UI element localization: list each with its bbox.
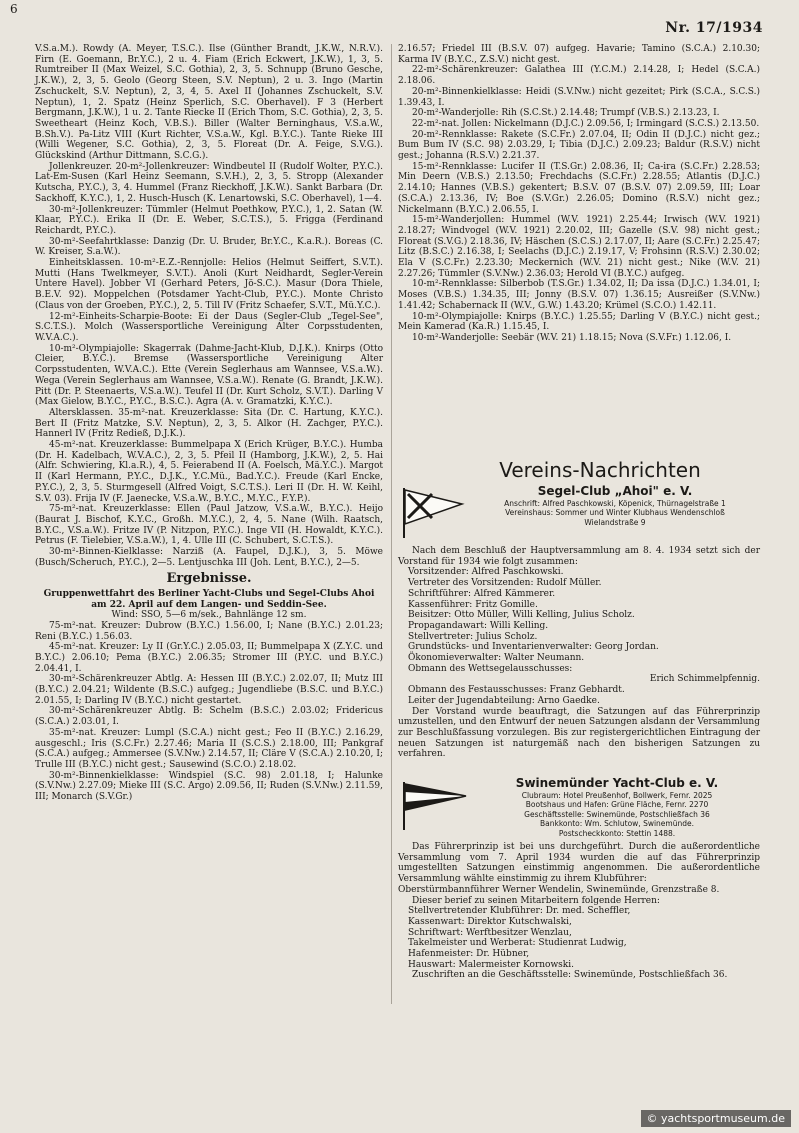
ahoi-line: Ökonomieverwalter: Walter Neumann. bbox=[408, 653, 585, 664]
swine-office: Geschäftsstelle: Swinemünde, Postschließfach 36 bbox=[524, 809, 710, 819]
swine-text: Zuschriften an die Geschäftsstelle: Swinemünde, Postschließfach 36. bbox=[412, 970, 728, 981]
ahoi-club-header bbox=[470, 486, 760, 527]
text-paragraph: 15-m²-Rennklasse: Lucifer II (T.S.Gr.) 2.08.36, II; Ca-ira (S.C.Fr.) 2.28.53; Min Deern (V.B.S.) 2.13.50; Frechdachs (S.C.Fr.) 2.28.55; Atlantis (D.J.C.) 2.14.10; Hannes (V.B.S.) gekentert; B.S.V. 07 (B.S.V. 07) 2.09.59, III; Loar (S.C.A.) 2.13.36, IV; Boe (S.V.Gr.) 2.26.05; Domino (R.S.V.) nicht gez.; Nickelmann (B.Y.C.) 2.06.55, I. bbox=[398, 161, 760, 215]
ahoi-address: Anschrift: Alfred Paschkowski, Köpenick, Thürnagelstraße 1 bbox=[504, 498, 726, 508]
ahoi-line: Beisitzer: Otto Müller, Willi Kelling, Julius Scholz. bbox=[408, 610, 635, 621]
text-paragraph: 30-m²-Binnen-Kielklasse: Narziß (A. Faupel, D.J.K.), 3, 5. Möwe (Busch/Scheruch, P.Y.C.), 2—5. Lentjuschka III (Joh. Lent, B.Y.C.), 2—5. bbox=[35, 547, 383, 568]
ahoi-intro: Nach dem Beschluß der Hauptversammlung am 8. 4. 1934 setzt sich der Vorstand für 1934 wie folgt zusammen: bbox=[398, 546, 760, 567]
page-number: 6 bbox=[10, 2, 18, 16]
text-paragraph: 10-m²-Olympiajolle: Knirps (B.Y.C.) 1.25.55; Darling V (B.Y.C.) nicht gest.; Mein Kamerad (Ka.R.) 1.15.45, I. bbox=[398, 311, 760, 333]
swine-bank: Bankkonto: Wm. Schlutow, Swinemünde. bbox=[539, 819, 694, 829]
result-paragraph: 30-m²-Binnenkielklasse: Windspiel (S.C. 98) 2.01.18, I; Halunke (S.V.Nw.) 2.27.09; Mieke III (S.C. Argo) 2.09.56, II; Ruden (S.V.Nw.) 2.11.59, III; Monarch (S.V.Gr.) bbox=[35, 770, 383, 803]
result-paragraph: 75-m²-nat. Kreuzer: Dubrow (B.Y.C.) 1.56.00, I; Nane (B.Y.C.) 2.01.23; Reni (B.Y.C.) 1.56.03. bbox=[35, 620, 383, 642]
swine-line: Stellvertretender Klubführer: Dr. med. Scheffler, bbox=[408, 906, 631, 917]
swine-text: Oberstürmbannführer Werner Wendelin, Swinemünde, Grenzstraße 8. bbox=[398, 884, 720, 895]
swine-clubroom: Clubraum: Hotel Preußenhof, Bollwerk, Fernr. 2025 bbox=[521, 790, 713, 800]
text-paragraph: 10-m²-Wanderjolle: Seebär (W.V. 21) 1.18.15; Nova (S.V.Fr.) 1.12.06, I. bbox=[412, 332, 732, 343]
results-wind: Wind: SSO, 5—6 m/sek., Bahnlänge 12 sm. bbox=[111, 610, 307, 621]
swine-boathouse: Bootshaus und Hafen: Grüne Fläche, Fernr. 2270 bbox=[525, 800, 709, 810]
ahoi-line: Grundstücks- und Inventarienverwalter: Georg Jordan. bbox=[408, 642, 659, 653]
ahoi-line: Vertreter des Vorsitzenden: Rudolf Müller. bbox=[408, 578, 602, 589]
text-paragraph: 2.16.57; Friedel III (B.S.V. 07) aufgeg. Havarie; Tamino (S.C.A.) 2.10.30; Karma IV (B.Y.C., Z.S.V.) nicht gest. bbox=[398, 44, 760, 65]
ahoi-line: Schriftführer: Alfred Kämmerer. bbox=[408, 588, 556, 599]
swine-text: Dieser berief zu seinen Mitarbeitern folgende Herren: bbox=[412, 895, 660, 906]
text-paragraph: Einheitsklassen. 10-m²-E.Z.-Rennjolle: Helios (Helmut Seiffert, S.V.T.). Mutti (Hans Twelkmeyer, S.V.T.). Anoli (Kurt Neidhardt, Segler-Verein Untere Havel). Jobber VI (Gerhard Peters, Jö-S.C.). Masur (Dora Thiele, B.E.V. 92). Moppelchen (Potsdamer Yacht-Club, P.Y.C.). Monte Christo (Claus von der Groeben, P.Y.C.), 2, 5. Till IV (Fritz Schaefer, S.V.T., Mü.Y.C.). bbox=[35, 258, 383, 311]
ahoi-clubhouse: Vereinshaus: Sommer und Winter Klubhaus Wendenschloß bbox=[505, 508, 725, 518]
swinemuende-flag-icon bbox=[400, 780, 470, 830]
left-column bbox=[35, 44, 383, 803]
swine-line: Hafenmeister: Dr. Hübner, bbox=[408, 949, 530, 960]
text-paragraph: 10-m²-Rennklasse: Silberbob (T.S.Gr.) 1.34.02, II; Da issa (D.J.C.) 1.34.01, I; Moses (V.B.S.) 1.34.35, III; Jonny (B.S.V. 07) 1.36.15; Ausreißer (S.V.Nw.) 1.41.42; Schabernack II (W.V., G.W.) 1.43.20; Krümel (S.C.O.) 1.42.11. bbox=[398, 279, 760, 311]
text-paragraph: V.S.a.M.). Rowdy (A. Meyer, T.S.C.). Ilse (Günther Brandt, J.K.W., N.R.V.). Firn (E. Goemann, Br.Y.C.), 2 u. 4. Fiam (Erich Eckwert, J.K.W.), 1, 3, 5. Rumtreiber II (Max Weizel, S.C. Gothia), 2, 3, 5. Schnupp (Bruno Gesche, J.K.W.), 2, 3, 5. Geolo (Georg Steen, S.V. Neptun), 2 u. 3. Ingo (Martin Zschuckelt, S.V. Neptun), 2, 3, 4, 5. Axel II (Johannes Zschuckelt, S.V. Neptun), 1, 2. Spatz (Heinz Sperlich, S.C. Oberhavel). F 3 (Herbert Bergmann, J.K.W.), 1 u. 2. Tante Riecke II (Erich Thom, S.C. Gothia), 2, 3, 5. Sweetheart (Heinz Koch, V.B.S.). Biller (Walter Berninghaus, V.S.a.W., B.Sh.V.). Pa-Litz VIII (Kurt Richter, V.S.a.W., Kgl. B.Y.C.). Tante Rieke III (Willi Wegener, S.C. Gothia), 2, 3, 5. Floreat (Dr. A. Feige, S.V.G.). Glückskind (Arthur Dittmann, S.C.G.). bbox=[35, 44, 383, 162]
ahoi-street: Wielandstraße 9 bbox=[584, 517, 646, 527]
ahoi-line: Obmann des Festausschusses: Franz Gebhardt. bbox=[408, 685, 625, 696]
swine-club-body bbox=[398, 842, 760, 981]
result-paragraph: 45-m²-nat. Kreuzer: Ly II (Gr.Y.C.) 2.05.03, II; Bummelpapa X (Z.Y.C. und B.Y.C.) 2.06.10; Pema (B.Y.C.) 2.06.35; Stromer III (P.Y.C. und B.Y.C.) 2.04.41, I. bbox=[35, 642, 383, 674]
column-divider bbox=[391, 44, 392, 1004]
text-paragraph: 22-m²-nat. Jollen: Nickelmann (D.J.C.) 2.09.56, I; Irmingard (S.C.S.) 2.13.50. bbox=[412, 118, 760, 129]
text-paragraph: 30-m²-Jollenkreuzer: Tümmler (Helmut Poethkow, P.Y.C.), 1, 2. Satan (W. Klaar, P.Y.C.). Erika II (Dr. E. Weber, S.C.T.S.), 5. Frigga (Ferdinand Reichardt, P.Y.C.). bbox=[35, 204, 383, 236]
swine-club-name: Swinemünder Yacht-Club e. V. bbox=[515, 776, 719, 790]
vereins-nachrichten-title: Vereins-Nachrichten bbox=[499, 458, 701, 482]
results-heading: Ergebnisse. bbox=[166, 571, 252, 587]
swine-line: Kassenwart: Direktor Kutschwalski, bbox=[408, 916, 572, 927]
ahoi-closing: Der Vorstand wurde beauftragt, die Satzungen auf das Führerprinzip umzustellen, und den Entwurf der neuen Satzungen alsdann der Versammlung zur Beschlußfassung vorzulegen. Bis zur registergerichtlichen Eintragung der neuen Satzungen ist naturgemäß nach den bisherigen Satzungen zu verfahren. bbox=[398, 706, 760, 760]
swine-line: Schriftwart: Werftbesitzer Wenzlau, bbox=[408, 927, 572, 938]
result-paragraph: 30-m²-Schärenkreuzer Abtlg. B: Schelm (B.S.C.) 2.03.02; Fridericus (S.C.A.) 2.03.01, I. bbox=[35, 706, 383, 728]
text-paragraph: 45-m²-nat. Kreuzerklasse: Bummelpapa X (Erich Krüger, B.Y.C.). Humba (Dr. H. Kadelbach, W.V.A.C.), 2, 3, 5. Pfeil II (Hamborg, J.K.W.), 2, 5. Hai (Alfr. Schwiering, Kl.a.R.), 4, 5. Feierabend II (A. Foelsch, Mä.Y.C.). Margot II (Karl Hermann, P.Y.C., D.J.K., Y.C.Mü., Bad.Y.C.). Freude (Karl Encke, P.Y.C.), 2, 3, 5. Sturmgesell (Alfred Voigt, S.C.T.S.). Leri II (Dr. H. W. Keihl, S.V. 03). Frija IV (F. Jaenecke, V.S.a.W., B.Y.C., M.Y.C., F.Y.P.). bbox=[35, 440, 383, 504]
swine-line: Hauswart: Malermeister Kornowski. bbox=[408, 959, 574, 970]
result-paragraph: 35-m²-nat. Kreuzer: Lumpl (S.C.A.) nicht gest.; Feo II (B.Y.C.) 2.16.29, ausgeschl.; Iris (S.C.Fr.) 2.27.46; Maria II (S.C.S.) 2.18.00, III; Pankgraf (S.C.A.) aufgeg.; Ammersee (S.V.Nw.) 2.14.57, II; Cläre V (S.C.A.) 2.10.20, I; Trulle III (B.Y.C.) nicht gest.; Sausewind (S.C.O.) 2.18.02. bbox=[35, 727, 383, 770]
text-paragraph: 20-m²-Rennklasse: Rakete (S.C.Fr.) 2.07.04, II; Odin II (D.J.C.) nicht gez.; Bum Bum IV (S.C. 98) 2.03.29, I; Tibia (D.J.C.) 2.09.23; Baldur (R.S.V.) nicht gest.; Johanna (R.S.V.) 2.21.37. bbox=[398, 129, 760, 162]
text-paragraph: 20-m²-Binnenkielklasse: Heidi (S.V.Nw.) nicht gezeitet; Pirk (S.C.A., S.C.S.) 1.39.43, I. bbox=[398, 86, 760, 108]
text-paragraph: 15-m²-Wanderjollen: Hummel (W.V. 1921) 2.25.44; Irwisch (W.V. 1921) 2.18.27; Windvogel (W.V. 1921) 2.20.02, III; Gazelle (S.V. 98) nicht gest.; Floreat (S.V.G.) 2.18.36, IV; Häschen (S.C.S.) 2.17.07, II; Aare (S.C.Fr.) 2.25.47; Litz (B.S.C.) 2.16.38, I; Seelachs (D.J.C.) 2.19.17, V; Frohsinn (R.S.V.) 2.30.02; Ela V (S.C.Fr.) 2.23.30; Meckernich (W.V. 21) nicht gest.; Nike (W.V. 21) 2.27.26; Tümmler (S.V.Nw.) 2.36.03; Herold VI (B.Y.C.) aufgeg. bbox=[398, 215, 760, 279]
ahoi-flag-icon bbox=[400, 486, 466, 538]
ahoi-line: Kassenführer: Fritz Gomille. bbox=[408, 599, 538, 610]
ahoi-line: Obmann des Wettsegelausschusses: bbox=[408, 663, 573, 674]
text-paragraph: 30-m²-Seefahrtklasse: Danzig (Dr. U. Bruder, Br.Y.C., K.a.R.). Boreas (C. W. Kreiser, S.a.W.). bbox=[35, 236, 383, 258]
text-paragraph: 10-m²-Olympiajolle: Skagerrak (Dahme-Jacht-Klub, D.J.K.). Knirps (Otto Cleier, B.Y.C.). Bremse (Wassersportliche Vereinigung Alter Corpsstudenten, W.V.A.C.). Ette (Verein Seglerhaus am Wannsee, V.S.a.W.). Wega (Verein Seglerhaus am Wannsee, V.S.a.W.). Renate (G. Brandt, J.K.W.). Pitt (Dr. P. Steenaerts, V.S.a.W.). Teufel II (Dr. Kurt Scholz, S.V.T.). Darling V (Max Gielow, B.Y.C., P.Y.C., B.S.C.). Agra (A. v. Gramatzki, K.Y.C.). bbox=[35, 343, 383, 408]
issue-number: Nr. 17/1934 bbox=[665, 20, 763, 36]
text-paragraph: 75-m²-nat. Kreuzerklasse: Ellen (Paul Jatzow, V.S.a.W., B.Y.C.). Heijo (Baurat J. Bischof, K.Y.C., Großh. M.Y.C.), 2, 4, 5. Nane (Wilh. Raatsch, B.Y.C., V.S.a.W.). Fritze IV (P. Nitzpon, P.Y.C.). Inge VII (H. Howaldt, K.Y.C.). Petrus (F. Tielebier, V.S.a.W.), 1, 4. Ulle III (C. Schubert, S.C.T.S.). bbox=[35, 504, 383, 547]
swine-club-header bbox=[474, 778, 760, 838]
text-paragraph: Altersklassen. 35-m²-nat. Kreuzerklasse: Sita (Dr. C. Hartung, K.Y.C.). Bert II (Fritz Matzke, S.V. Neptun), 2, 3, 5. Alkor (H. Zachger, P.Y.C.). Hannerl IV (Fritz Redieß, D.J.K.). bbox=[35, 407, 383, 440]
text-paragraph: 22-m²-Schärenkreuzer: Galathea III (Y.C.M.) 2.14.28, I; Hedel (S.C.A.) 2.18.06. bbox=[398, 65, 760, 87]
text-paragraph: 20-m²-Wanderjolle: Rih (S.C.St.) 2.14.48; Trumpf (V.B.S.) 2.13.23, I. bbox=[412, 108, 720, 119]
ahoi-club-body bbox=[398, 546, 760, 760]
results-subheading: Gruppenwettfahrt des Berliner Yacht-Clubs und Segel-Clubs Ahoi am 22. April auf dem Langen- und Seddin-See. bbox=[43, 589, 375, 610]
swine-line: Takelmeister und Werberat: Studienrat Ludwig, bbox=[408, 938, 627, 949]
swine-text: Das Führerprinzip ist bei uns durchgeführt. Durch die außerordentliche Versammlung vom 7. April 1934 wurden die auf das Führerprinzip umgestellten Satzungen einstimmig angenommen. Die außerordentliche Versammlung wählte einstimmig zu ihrem Klubführer: bbox=[398, 842, 760, 885]
result-paragraph: 30-m²-Schärenkreuzer Abtlg. A: Hessen III (B.Y.C.) 2.02.07, II; Mutz III (B.Y.C.) 2.04.21; Wildente (B.S.C.) aufgeg.; Jugendliebe (B.S.C. und B.Y.C.) 2.01.55, I; Darling IV (B.Y.C.) nicht gestartet. bbox=[35, 674, 383, 706]
watermark: © yachtsportmuseum.de bbox=[641, 1110, 791, 1127]
swine-postal: Postscheckkonto: Stettin 1488. bbox=[558, 828, 676, 838]
right-column bbox=[398, 44, 760, 344]
ahoi-line: Erich Schimmelpfennig. bbox=[649, 674, 760, 685]
text-paragraph: 12-m²-Einheits-Scharpie-Boote: Ei der Daus (Segler-Club „Tegel-See", S.C.T.S.). Molch (Wassersportliche Vereinigung Alter Corpsstudenten, W.V.A.C.). bbox=[35, 311, 383, 343]
ahoi-line: Leiter der Jugendabteilung: Arno Gaedke. bbox=[408, 695, 600, 706]
ahoi-line: Vorsitzender: Alfred Paschkowski. bbox=[408, 567, 564, 578]
text-paragraph: Jollenkreuzer. 20-m²-Jollenkreuzer: Windbeutel II (Rudolf Wolter, P.Y.C.). Lat-Em-Susen (Karl Heinz Seemann, S.V.H.), 2, 3, 5. Stropp (Alexander Kutscha, P.Y.C.), 3, 4. Hummel (Franz Rieckhoff, J.K.W.). Sankt Barbara (Dr. Sackhoff, K.Y.C.), 1, 2. Husch-Husch (K. Lenartowski, S.C. Oberhavel), 1—4. bbox=[35, 161, 383, 204]
ahoi-line: Stellvertreter: Julius Scholz. bbox=[408, 631, 538, 642]
ahoi-line: Propagandawart: Willi Kelling. bbox=[408, 620, 549, 631]
ahoi-club-name: Segel-Club „Ahoi" e. V. bbox=[537, 484, 693, 498]
